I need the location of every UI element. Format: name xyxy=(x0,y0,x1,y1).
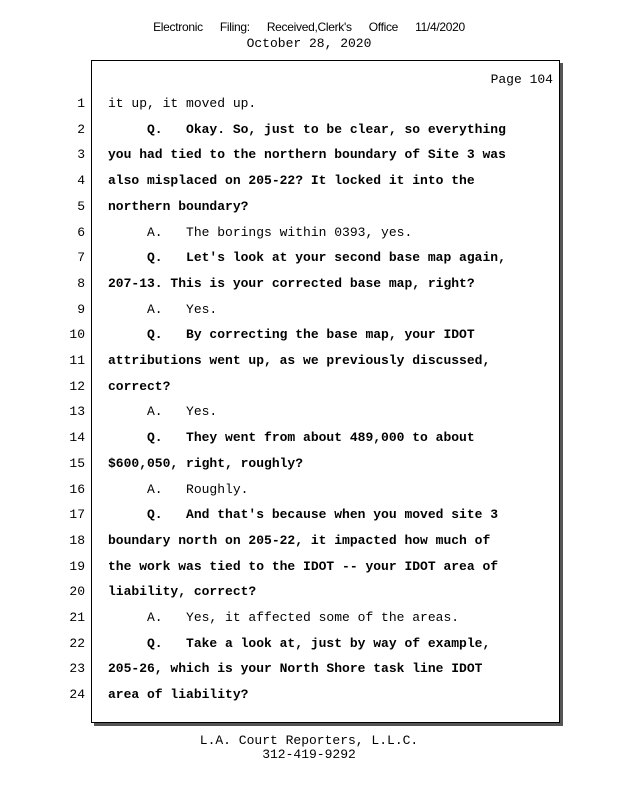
line-number: 24 xyxy=(69,687,85,703)
line-number: 14 xyxy=(69,430,85,446)
line-text: correct? xyxy=(108,378,171,394)
line-text: Q. Okay. So, just to be clear, so everything xyxy=(108,121,506,137)
line-number: 13 xyxy=(69,404,85,420)
line-number: 5 xyxy=(77,198,85,214)
line-text: you had tied to the northern boundary of Site 3 was xyxy=(108,147,506,163)
line-text: also misplaced on 205-22? It locked it into the xyxy=(108,173,475,189)
stamp-date: 11/4/2020 xyxy=(415,20,465,34)
page-number: Page 104 xyxy=(490,72,553,87)
footer-company: L.A. Court Reporters, L.L.C. xyxy=(199,733,419,748)
footer-phone: 312-419-9292 xyxy=(262,747,356,762)
line-number: 20 xyxy=(69,584,85,600)
line-text: northern boundary? xyxy=(108,198,249,214)
line-number: 9 xyxy=(77,301,85,317)
line-text: Q. Take a look at, just by way of example, xyxy=(108,635,491,651)
line-text: area of liability? xyxy=(108,687,249,703)
line-number: 2 xyxy=(77,121,85,137)
stamp-received: Received,Clerk's xyxy=(266,20,352,34)
line-number: 1 xyxy=(77,96,85,111)
line-text: A. Roughly. xyxy=(108,481,249,497)
line-number: 11 xyxy=(69,353,85,368)
line-number: 12 xyxy=(69,378,85,394)
stamp-filing: Filing: xyxy=(219,20,250,34)
line-text: 207-13. This is your corrected base map, right? xyxy=(108,275,475,291)
line-number: 21 xyxy=(69,610,85,625)
line-text: $600,050, right, roughly? xyxy=(108,455,304,471)
line-text: it up, it moved up. xyxy=(108,96,257,111)
line-text: the work was tied to the IDOT -- your IDOT area of xyxy=(108,558,499,574)
line-text: boundary north on 205-22, it impacted how much of xyxy=(108,532,491,548)
line-text: Q. By correcting the base map, your IDOT xyxy=(108,327,475,343)
line-number: 6 xyxy=(77,224,85,240)
line-number: 10 xyxy=(69,327,85,343)
line-text: 205-26, which is your North Shore task line IDOT xyxy=(108,661,483,677)
line-number: 22 xyxy=(69,635,85,651)
line-text: A. Yes, it affected some of the areas. xyxy=(108,610,460,625)
line-text: liability, correct? xyxy=(108,584,257,600)
line-number: 23 xyxy=(69,661,85,677)
line-number: 19 xyxy=(69,558,85,574)
line-text: A. Yes. xyxy=(108,301,218,317)
line-text: Q. And that's because when you moved site 3 xyxy=(108,507,499,523)
line-number: 7 xyxy=(77,250,85,266)
stamp-electronic: Electronic xyxy=(153,20,203,34)
line-text: A. The borings within 0393, yes. xyxy=(108,224,413,240)
line-number: 8 xyxy=(77,275,85,291)
line-text: Q. Let's look at your second base map again, xyxy=(108,250,506,266)
line-number: 16 xyxy=(69,481,85,497)
filing-stamp xyxy=(0,20,618,34)
line-number: 3 xyxy=(77,147,85,163)
line-text: Q. They went from about 489,000 to about xyxy=(108,430,475,446)
hearing-date: October 28, 2020 xyxy=(246,36,372,51)
line-text: attributions went up, as we previously discussed, xyxy=(108,353,491,368)
line-number: 4 xyxy=(77,173,85,189)
line-number: 18 xyxy=(69,532,85,548)
line-number: 17 xyxy=(69,507,85,523)
line-number: 15 xyxy=(69,455,85,471)
stamp-office: Office xyxy=(368,20,399,34)
line-text: A. Yes. xyxy=(108,404,218,420)
